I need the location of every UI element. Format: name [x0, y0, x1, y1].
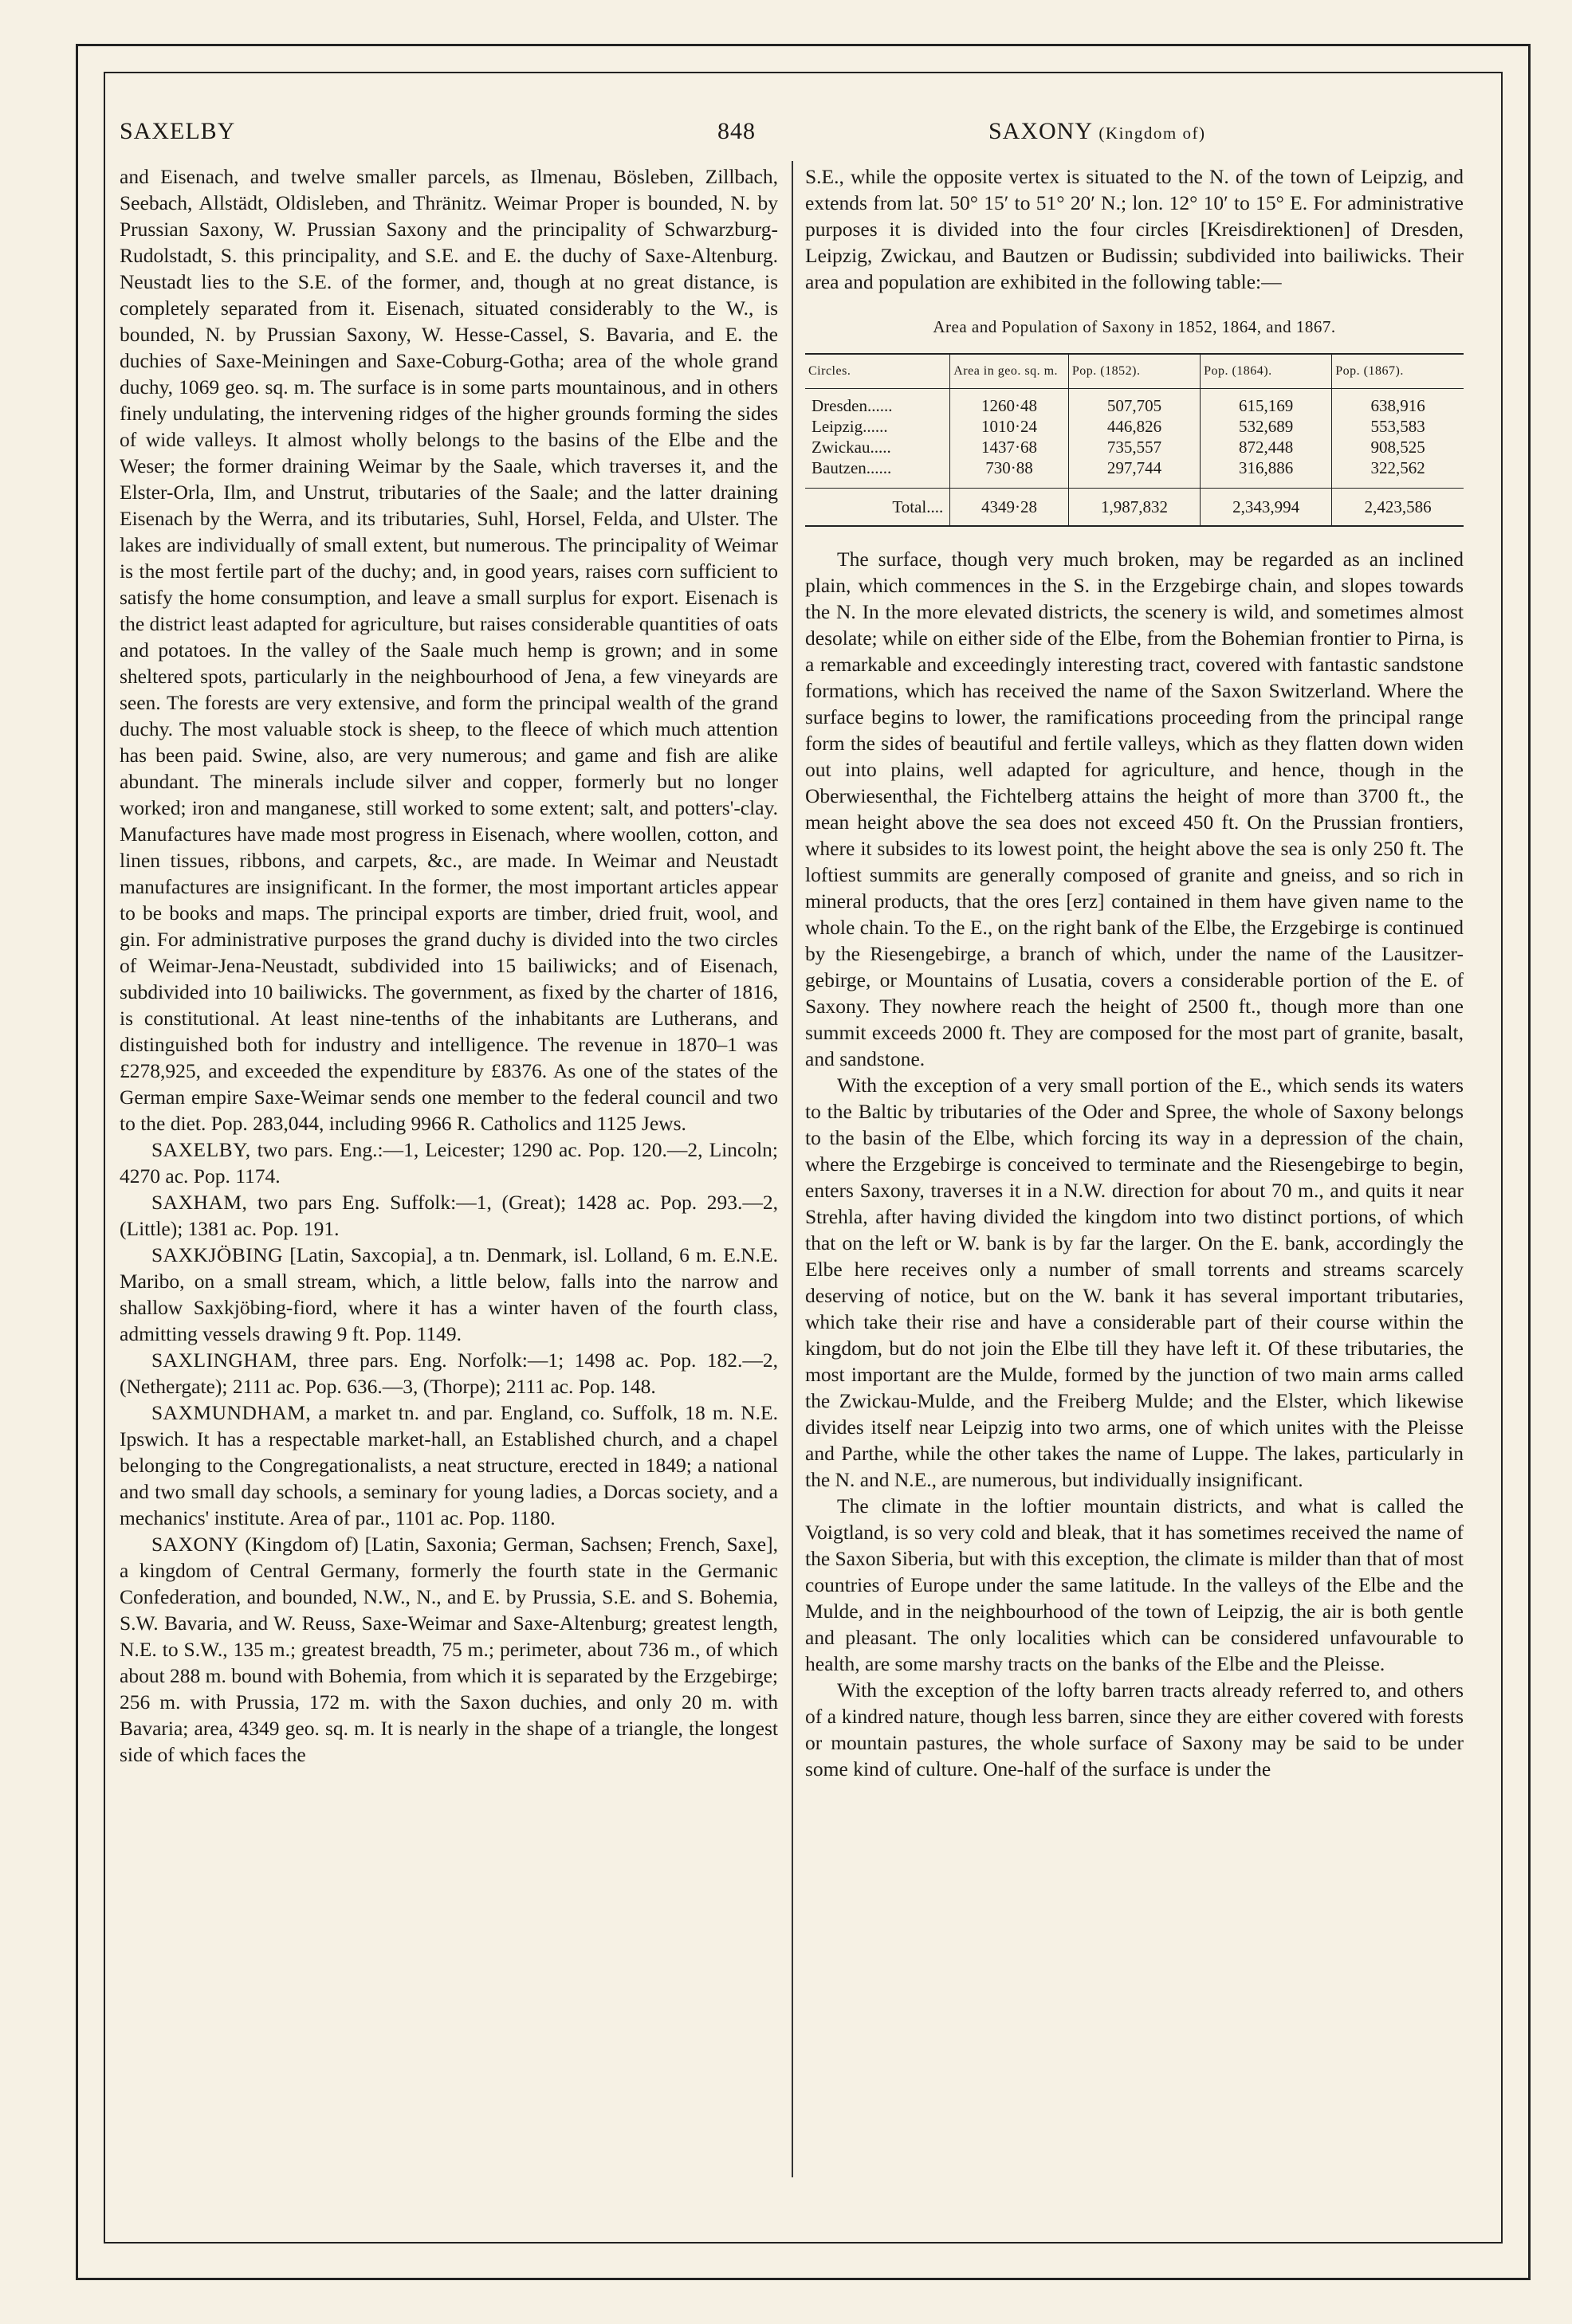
cell-pop-1867: 908,525 [1332, 437, 1464, 457]
cell-area: 1437·68 [950, 437, 1069, 457]
cell-pop-1852: 446,826 [1068, 416, 1200, 437]
cell-circle: Dresden...... [812, 396, 893, 415]
entry-saxony [120, 1531, 778, 1768]
table-caption: Area and Population of Saxony in 1852, 1864, and 1867. [933, 317, 1336, 336]
paragraph-surface: The surface, though very much broken, may be regarded as an inclined plain, which commences in the S. in the Erzgebirge chain, and slopes towards the N. In the more elevated districts, the scenery is wild, and sometimes almost desolate; while on either side of the Elbe, from the Bohemian frontier to Pirna, is a remarkable and exceedingly interesting tract, covered with fantastic sandstone formations, which has received the name of the Saxon Switzerland. Where the surface begins to lower, the ramifications proceeding from the principal range form the sides of beautiful and fertile valleys, which as they flatten down widen out into plains, well adapted for agriculture, and hence, though in the Oberwiesenthal, the Fichtelberg attains the height of more than 3700 ft., the mean height above the sea does not exceed 450 ft. On the Prussian frontiers, where it subsides to its lowest point, the height above the sea is only 250 ft. The loftiest summits are generally composed of granite and gneiss, and so rich in mineral products, that the ores [erz] contained in them have given name to the whole chain. To the E., on the right bank of the Elbe, the Erzgebirge is continued by the Riesengebirge, a branch of which, under the name of the Lausitzer-gebirge, or Mountains of Lusatia, covers a considerable portion of the E. of Saxony. They nowhere reach the height of 2500 ft., though more than one summit exceeds 2000 ft. They are composed for the most part of granite, basalt, and sandstone. [805, 548, 1464, 1070]
column-header: Circles. [805, 354, 950, 389]
entry-saxham [120, 1189, 778, 1242]
column-divider [792, 161, 793, 2177]
entry-saxkjobing [120, 1242, 778, 1347]
running-header [120, 112, 1459, 159]
entry-text: two pars. Eng.:—1, Leicester; 1290 ac. Pop. 120.—2, Lincoln; 4270 ac. Pop. 1174. [120, 1138, 778, 1188]
cell-area: 730·88 [950, 457, 1069, 489]
frame-rule-right [1528, 44, 1531, 2279]
entry-headword: SAXKJÖBING [151, 1243, 284, 1266]
cell-pop-1852: 507,705 [1068, 389, 1200, 417]
entry-saxlingham [120, 1347, 778, 1400]
entry-text: [Latin, Saxcopia], a tn. Denmark, isl. Lolland, 6 m. E.N.E. Maribo, on a small stream, which, a little below, falls into the narrow and shallow Saxkjöbing-fiord, where it has a winter haven of the fourth class, admitting vessels drawing 9 ft. Pop. 1149. [120, 1243, 778, 1345]
cell-pop-1852: 735,557 [1068, 437, 1200, 457]
table-header-row [805, 354, 1464, 389]
cell-circle: Leipzig...... [812, 417, 888, 436]
cell-pop-1864: 316,886 [1201, 457, 1332, 489]
left-column [120, 163, 778, 1768]
frame-rule-left-inner [104, 72, 105, 2244]
header-right [988, 118, 1205, 145]
frame-rule-bottom-inner [104, 2242, 1503, 2244]
column-header: Area in geo. sq. m. [950, 354, 1069, 389]
column-header: Pop. (1852). [1068, 354, 1200, 389]
header-right-qualifier: (Kingdom of) [1098, 124, 1206, 143]
cell-pop-1867: 638,916 [1332, 389, 1464, 417]
cell-pop-1867: 553,583 [1332, 416, 1464, 437]
frame-rule-top [76, 44, 1531, 46]
column-header: Pop. (1867). [1332, 354, 1464, 389]
paragraph-rivers: With the exception of a very small portion of the E., which sends its waters to the Baltic by tributaries of the Oder and Spree, the whole of Saxony belongs to the basin of the Elbe, which forcing its way in a depression of the chain, where the Erzgebirge is conceived to terminate and the Riesengebirge to begin, enters Saxony, traverses it in a N.W. direction for about 70 m., and quits it near Strehla, after having divided the kingdom into two distinct portions, of which that on the left or W. bank is by far the larger. On the E. bank, accordingly the Elbe here receives only a number of small torrents and streams scarcely deserving of notice, but on the W. bank it has several important tributaries, which take their rise and have a considerable part of their course within the kingdom, but do not join the Elbe till they have left it. Of these tributaries, the most important are the Mulde, formed by the junction of two main arms called the Zwickau-Mulde, and the Freiberg Mulde; and the Elster, which likewise divides itself near Leipzig into two arms, one of which unites with the Pleisse and Parthe, while the other takes the name of Luppe. The lakes, particularly in the N. and N.E., are numerous, but individually insignificant. [805, 1074, 1464, 1491]
entry-headword: SAXHAM, [151, 1191, 248, 1214]
frame-rule-left [76, 44, 78, 2279]
cell-total-1867: 2,423,586 [1332, 489, 1464, 527]
frame-rule-bottom [76, 2278, 1531, 2280]
cell-pop-1864: 615,169 [1201, 389, 1332, 417]
paragraph-text: and Eisenach, and twelve smaller parcels, as Ilmenau, Bösleben, Zillbach, Seebach, Allstädt, Oldisleben, and Thränitz. Weimar Proper is bounded, N. by Prussian Saxony, W. Prussian Saxony and the principality of Schwarzburg-Rudolstadt, S. this principality, and S.E. and E. the duchy of Saxe-Altenburg. Neustadt lies to the S.E. of the former, and, though at no great distance, is completely separated from it. Eisenach, situated considerably to the W., is bounded, N. by Prussian Saxony, W. Hesse-Cassel, S. Bavaria, and E. the duchies of Saxe-Meiningen and Saxe-Coburg-Gotha; area of the whole grand duchy, 1069 geo. sq. m. The surface is in some parts mountainous, and in others finely undulating, the intervening ridges of the higher grounds forming the sides of wide valleys. It almost wholly belongs to the basins of the Elbe and the Weser; the former draining Weimar by the Saale, which traverses it, and the Elster-Orla, Ilm, and Unstrut, tributaries of the Saale; and the latter draining Eisenach by the Werra, and its tributaries, Suhl, Horsel, Felda, and Ulster. The lakes are individually of small extent, but numerous. The principality of Weimar is the most fertile part of the duchy; and, in good years, raises corn sufficient to satisfy the home consumption, and leave a small surplus for export. Eisenach is the district least adapted for agriculture, but raises considerable quantities of oats and potatoes. In the valley of the Saale much hemp is grown; and in some sheltered spots, particularly in the neighbourhood of Jena, a few vineyards are seen. The forests are very extensive, and form the principal wealth of the grand duchy. The most valuable stock is sheep, to the fleece of which much attention has been paid. Swine, also, are very numerous; and game and fish are alike abundant. The minerals include silver and copper, formerly but no longer worked; iron and manganese, still worked to some extent; salt, and potters'-clay. Manufactures have made most progress in Eisenach, where woollen, cotton, and linen tissues, ribbons, and carpets, &c., are made. In Weimar and Neustadt manufactures are insignificant. In the former, the most important articles appear to be books and maps. The principal exports are timber, dried fruit, wool, and gin. For administrative purposes the grand duchy is divided into the two circles of Weimar-Jena-Neustadt, subdivided into 15 bailiwicks; and of Eisenach, subdivided into 10 bailiwicks. The government, as fixed by the charter of 1816, is constitutional. At least nine-tenths of the inhabitants are Lutherans, and distinguished both for industry and intelligence. The revenue in 1870–1 was £278,925, and exceeded the expenditure by £8376. As one of the states of the German empire Saxe-Weimar sends one member to the federal council and two to the diet. Pop. 283,044, including 9966 R. Catholics and 1125 Jews. [120, 165, 778, 1135]
header-left-word: SAXELBY [120, 118, 236, 144]
cell-pop-1864: 872,448 [1201, 437, 1332, 457]
entry-saxmundham [120, 1400, 778, 1531]
cell-area: 1010·24 [950, 416, 1069, 437]
frame-rule-top-inner [104, 72, 1503, 73]
right-column [805, 163, 1464, 1782]
cell-area: 1260·48 [950, 389, 1069, 417]
table-total-row [805, 489, 1464, 527]
entry-headword: SAXONY [151, 1533, 239, 1556]
paragraph-continuation: S.E., while the opposite vertex is situated to the N. of the town of Leipzig, and extends from lat. 50° 15′ to 51° 20′ N.; lon. 12° 10′ to 15° E. For administrative purposes it is divided into the four circles [Kreisdirektionen] of Dresden, Leipzig, Zwickau, and Bautzen or Budissin; subdivided into bailiwicks. Their area and population are exhibited in the following table:— [805, 165, 1464, 293]
paragraph-culture: With the exception of the lofty barren tracts already referred to, and others of a kindred nature, though less barren, since they are either covered with forests or mountain pastures, the whole surface of Saxony may be said to be under some kind of culture. One-half of the surface is under the [805, 1678, 1464, 1780]
frame-rule-right-inner [1501, 72, 1503, 2244]
column-header: Pop. (1864). [1201, 354, 1332, 389]
cell-total-area: 4349·28 [950, 489, 1069, 527]
entry-text: a market tn. and par. England, co. Suffolk, 18 m. N.E. Ipswich. It has a respectable market-hall, an Established church, and a chapel belonging to the Congregationalists, a neat structure, erected in 1849; a national and two small day schools, a seminary for young ladies, a Dorcas society, and a mechanics' institute. Area of par., 1101 ac. Pop. 1180. [120, 1401, 778, 1529]
entry-headword: SAXMUNDHAM, [151, 1401, 312, 1424]
paragraph-continuation [120, 163, 778, 1136]
paragraph-climate: The climate in the loftier mountain districts, and what is called the Voigtland, is so very cold and bleak, that it has sometimes received the name of the Saxon Siberia, but with this exception, the climate is milder than that of most countries of Europe under the same latitude. In the valleys of the Elbe and the Mulde, and in the neighbourhood of the town of Leipzig, the air is both gentle and pleasant. The only localities which can be considered unfavourable to health, are some marshy tracts on the banks of the Elbe and the Pleisse. [805, 1494, 1464, 1675]
cell-total-1852: 1,987,832 [1068, 489, 1200, 527]
table-row [805, 416, 1464, 437]
table-row [805, 437, 1464, 457]
cell-circle: Bautzen...... [812, 458, 892, 477]
page [120, 96, 1464, 2200]
table-row [805, 389, 1464, 417]
cell-circle: Zwickau..... [812, 438, 891, 457]
entry-headword: SAXLINGHAM, [151, 1348, 298, 1372]
entry-headword: SAXELBY, [151, 1138, 251, 1161]
cell-total-1864: 2,343,994 [1201, 489, 1332, 527]
header-right-word: SAXONY [988, 118, 1092, 144]
table-row [805, 457, 1464, 489]
cell-total-label: Total.... [805, 489, 950, 527]
page-number: 848 [717, 118, 756, 144]
entry-text: (Kingdom of) [Latin, Saxonia; German, Sachsen; French, Saxe], a kingdom of Central Germany, formerly the fourth state in the Germanic Confederation, and bounded, N.W., N., and E. by Prussia, S.E. and S. Bohemia, S.W. Bavaria, and W. Reuss, Saxe-Weimar and Saxe-Altenburg; greatest length, N.E. to S.W., 135 m.; greatest breadth, 75 m.; perimeter, about 736 m., of which about 288 m. bound with Bohemia, from which it is separated by the Erzgebirge; 256 m. with Prussia, 172 m. with the Saxon duchies, and only 20 m. with Bavaria; area, 4349 geo. sq. m. It is nearly in the shape of a triangle, the longest side of which faces the [120, 1533, 778, 1766]
cell-pop-1864: 532,689 [1201, 416, 1332, 437]
entry-text: three pars. Eng. Norfolk:—1; 1498 ac. Pop. 182.—2, (Nethergate); 2111 ac. Pop. 636.—3, (Thorpe); 2111 ac. Pop. 148. [120, 1348, 778, 1398]
cell-pop-1867: 322,562 [1332, 457, 1464, 489]
cell-pop-1852: 297,744 [1068, 457, 1200, 489]
entry-saxelby [120, 1136, 778, 1189]
entry-text: two pars Eng. Suffolk:—1, (Great); 1428 ac. Pop. 293.—2, (Little); 1381 ac. Pop. 191. [120, 1191, 778, 1240]
population-table [805, 353, 1464, 527]
